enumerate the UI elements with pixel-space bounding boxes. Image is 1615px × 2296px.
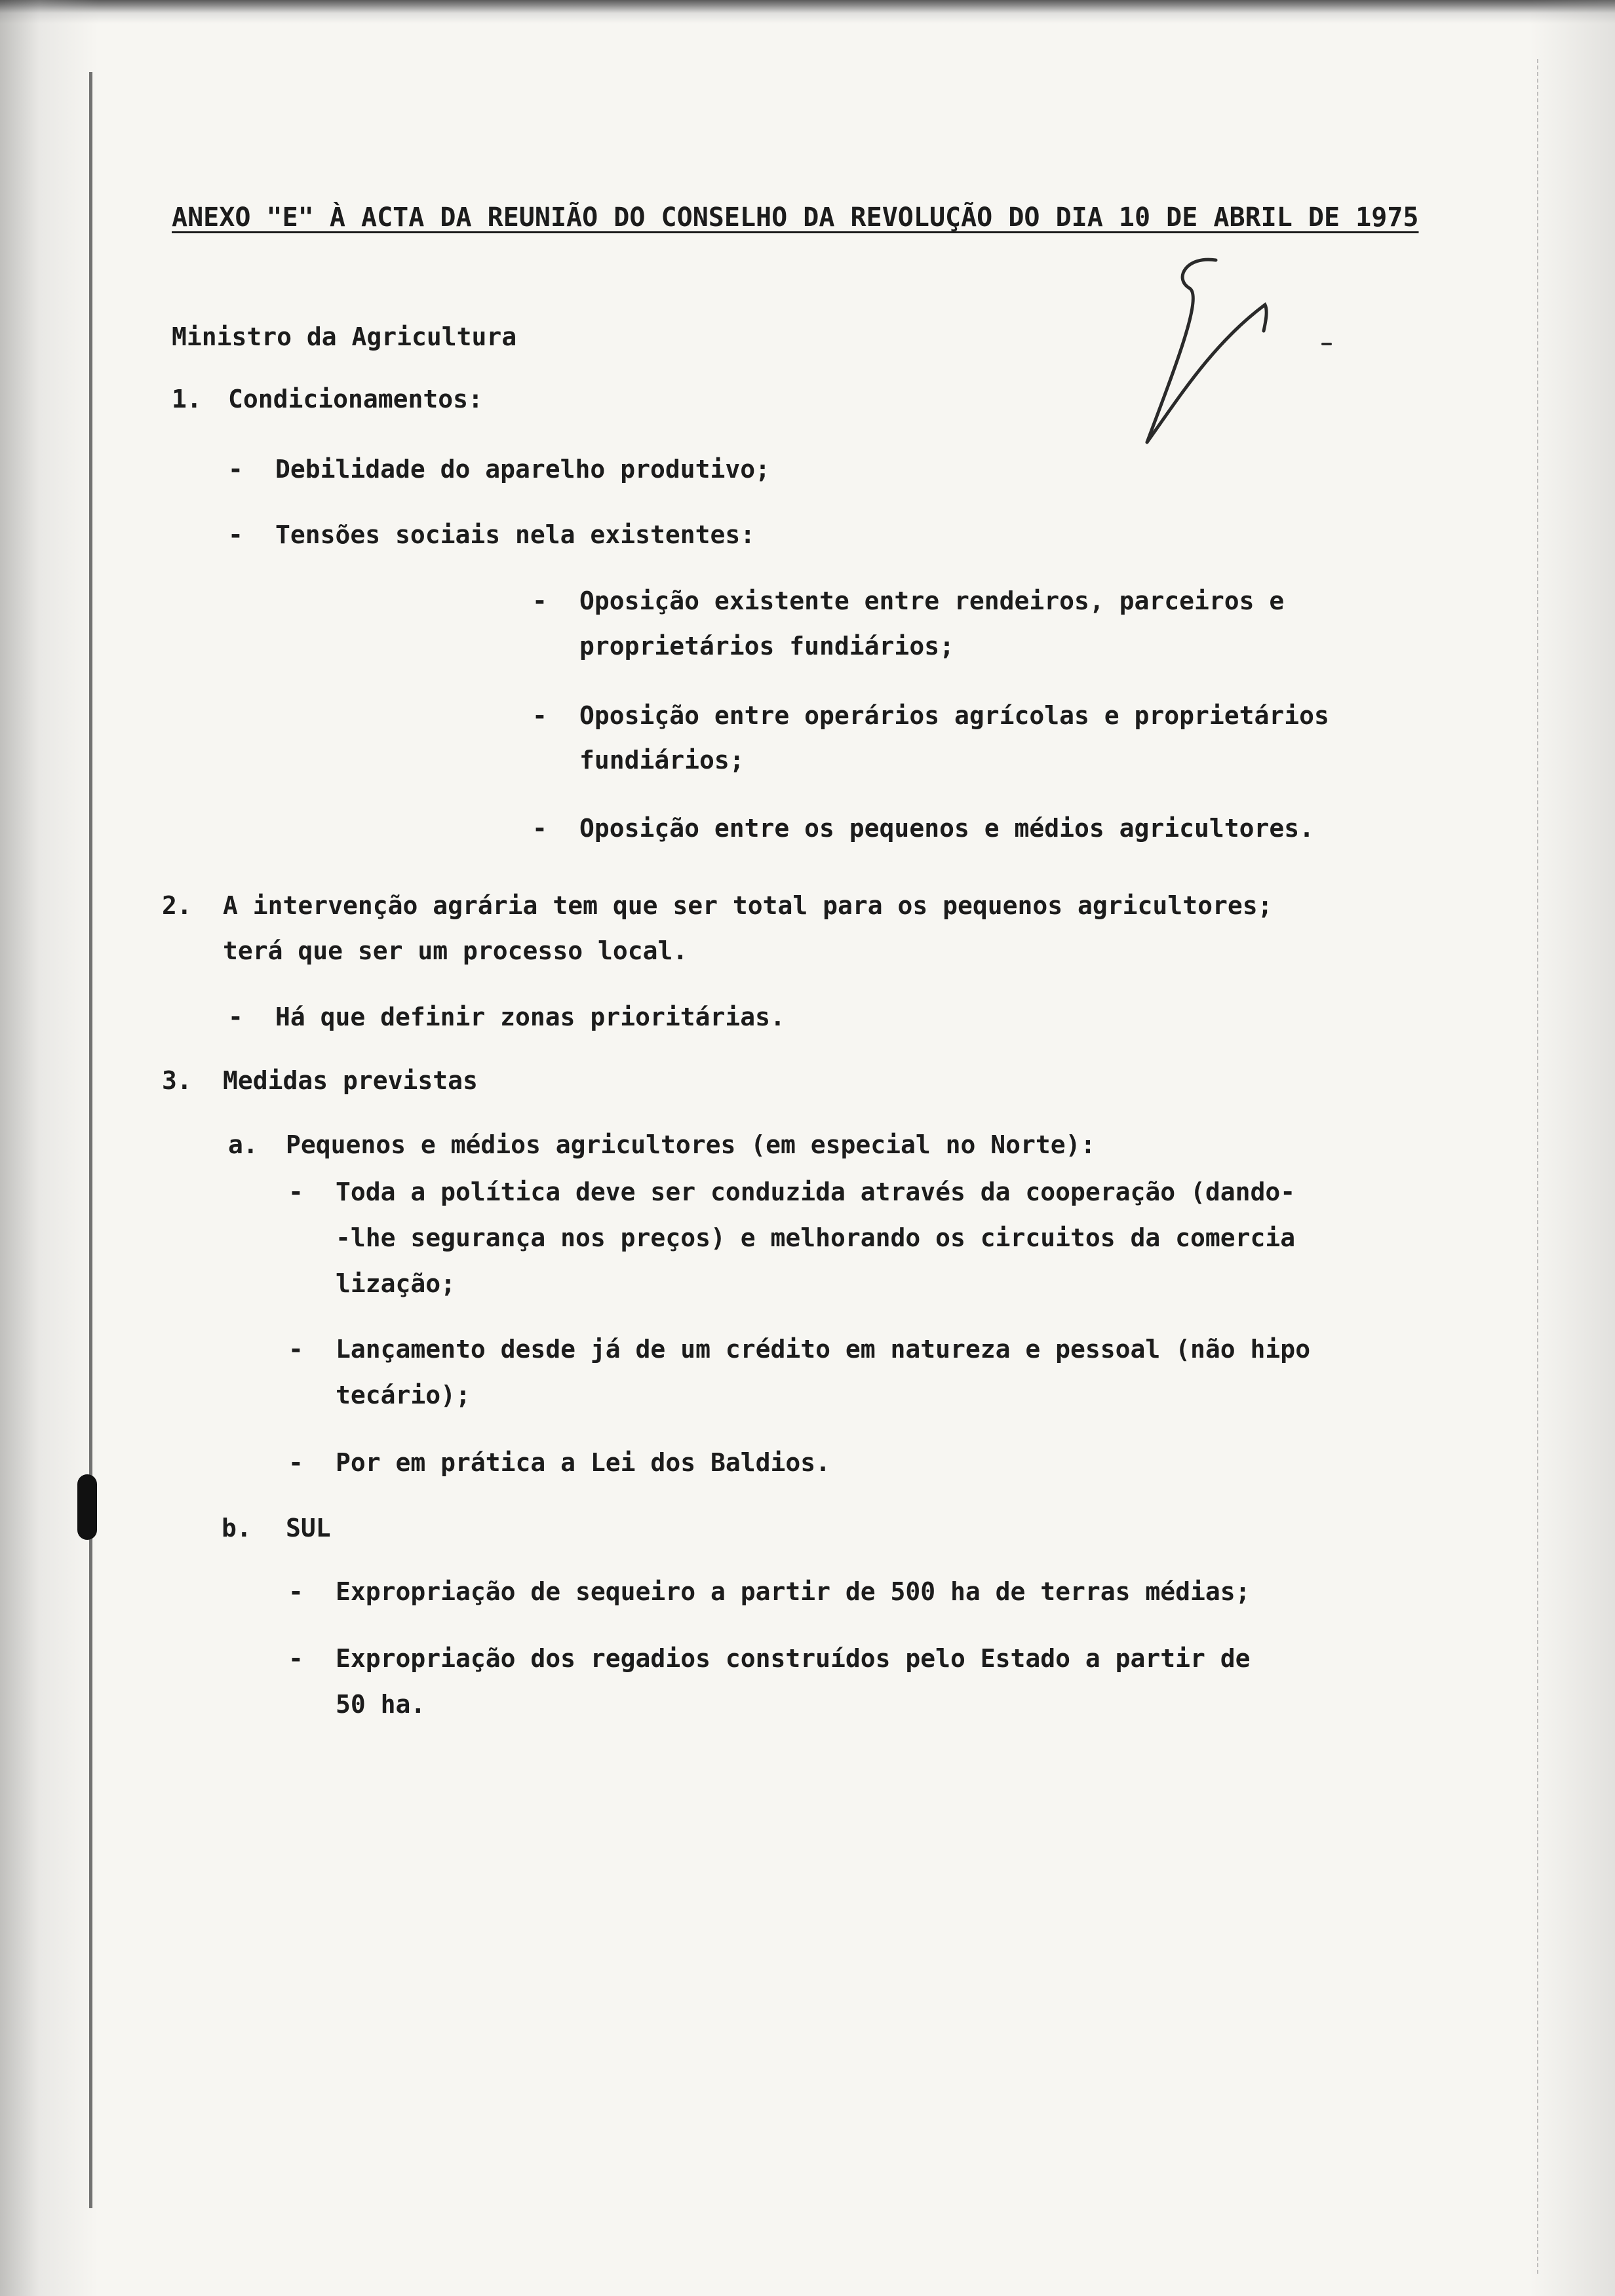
scan-right-edge [1530, 0, 1615, 2296]
handwritten-signature [1134, 252, 1344, 449]
punch-hole [77, 1474, 97, 1540]
bullet-dash: - [228, 455, 243, 484]
item-number: 2. [162, 891, 192, 920]
bullet-dash: - [228, 520, 243, 549]
list-item: Expropriação dos regadios construídos pelo Estado a partir de [336, 1644, 1251, 1673]
bullet-dash: - [288, 1335, 303, 1364]
list-item: Oposição existente entre rendeiros, parceiros e [579, 586, 1285, 615]
list-item-continued: -lhe segurança nos preços) e melhorando os circuitos da comercia [336, 1223, 1296, 1252]
binding-line [89, 72, 92, 2208]
bullet-dash: - [532, 814, 547, 843]
list-item: Lançamento desde já de um crédito em natureza e pessoal (não hipo [336, 1335, 1311, 1364]
bullet-dash: - [288, 1448, 303, 1477]
list-item: Expropriação de sequeiro a partir de 500 ha de terras médias; [336, 1577, 1251, 1606]
list-item: Debilidade do aparelho produtivo; [275, 455, 770, 484]
list-item: Por em prática a Lei dos Baldios. [336, 1448, 830, 1477]
item-title: Condicionamentos: [228, 385, 483, 413]
bullet-dash: - [532, 701, 547, 730]
list-item: Oposição entre operários agrícolas e proprietários [579, 701, 1329, 730]
list-item-continued: lização; [336, 1269, 456, 1298]
document-heading: ANEXO "E" À ACTA DA REUNIÃO DO CONSELHO DA REVOLUÇÃO DO DIA 10 DE ABRIL DE 1975 [172, 202, 1419, 233]
item-number: 3. [162, 1066, 192, 1095]
margin-line [1537, 59, 1540, 2274]
list-item-continued: 50 ha. [336, 1690, 426, 1719]
bullet-dash: - [288, 1577, 303, 1606]
paragraph-line: terá que ser um processo local. [223, 936, 688, 965]
list-item-continued: proprietários fundiários; [579, 632, 954, 660]
list-item: Há que definir zonas prioritárias. [275, 1003, 785, 1031]
scan-top-edge [0, 0, 1615, 24]
bullet-dash: - [288, 1177, 303, 1206]
bullet-dash: - [228, 1003, 243, 1031]
scan-left-edge [0, 0, 98, 2296]
list-item: Oposição entre os pequenos e médios agricultores. [579, 814, 1315, 843]
bullet-dash: - [532, 586, 547, 615]
bullet-dash: - [288, 1644, 303, 1673]
item-number: 1. [172, 385, 202, 413]
item-title: Medidas previstas [223, 1066, 478, 1095]
list-item-continued: tecário); [336, 1381, 471, 1409]
list-item: Tensões sociais nela existentes: [275, 520, 756, 549]
section-title: Ministro da Agricultura [172, 322, 517, 351]
sub-item-title: Pequenos e médios agricultores (em especial no Norte): [286, 1130, 1096, 1159]
sub-item-title: SUL [286, 1514, 331, 1542]
list-item: Toda a política deve ser conduzida através da cooperação (dando- [336, 1177, 1296, 1206]
paragraph-line: A intervenção agrária tem que ser total para os pequenos agricultores; [223, 891, 1273, 920]
list-item-continued: fundiários; [579, 746, 745, 775]
sub-item-label: a. [228, 1130, 258, 1159]
sub-item-label: b. [222, 1514, 252, 1542]
